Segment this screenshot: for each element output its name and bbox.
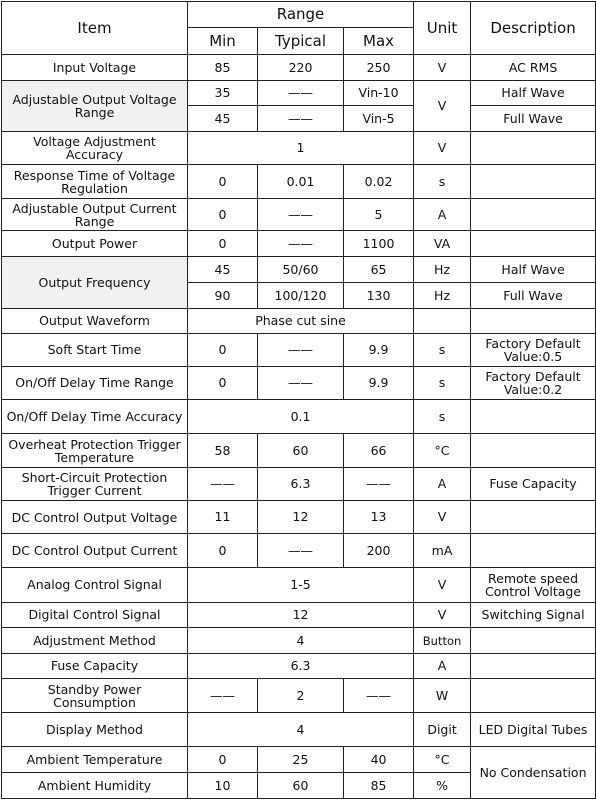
table-row (2, 568, 596, 603)
description-value: Switching Signal (471, 603, 596, 628)
description-value: AC RMS (471, 55, 596, 81)
min-value: 90 (188, 283, 258, 309)
table-row (2, 132, 596, 165)
table-row (2, 55, 596, 81)
header-row-1 (2, 2, 596, 28)
unit-value: Digit (414, 713, 471, 747)
description-value: Half Wave (471, 81, 596, 106)
range-value: 1 (188, 132, 414, 165)
min-value: 0 (188, 747, 258, 773)
item-label: Soft Start Time (2, 334, 188, 367)
unit-value: V (414, 568, 471, 603)
header-max: Max (344, 28, 414, 55)
description-value (471, 309, 596, 334)
description-value (471, 679, 596, 713)
min-value: 0 (188, 534, 258, 568)
description-value: Factory Default Value:0.5 (471, 334, 596, 367)
description-value (471, 654, 596, 679)
item-label: DC Control Output Voltage (2, 501, 188, 534)
min-value: 0 (188, 165, 258, 199)
unit-value: V (414, 501, 471, 534)
description-value (471, 400, 596, 434)
description-value: Factory Default Value:0.2 (471, 367, 596, 400)
unit-value: Hz (414, 257, 471, 283)
item-label: Voltage Adjustment Accuracy (2, 132, 188, 165)
max-value: 13 (344, 501, 414, 534)
header-item: Item (2, 2, 188, 55)
header-typical: Typical (258, 28, 344, 55)
description-value: Remote speed Control Voltage (471, 568, 596, 603)
range-value: 4 (188, 628, 414, 654)
max-value: 66 (344, 434, 414, 468)
item-label: On/Off Delay Time Range (2, 367, 188, 400)
range-value: 12 (188, 603, 414, 628)
item-label: Ambient Humidity (2, 773, 188, 799)
min-value: 0 (188, 231, 258, 257)
min-value: 85 (188, 55, 258, 81)
item-label: Short-Circuit Protection Trigger Current (2, 468, 188, 501)
table-row (2, 534, 596, 568)
item-label: Adjustable Output Voltage Range (2, 81, 188, 132)
max-value: 85 (344, 773, 414, 799)
table-row (2, 654, 596, 679)
typical-value: 220 (258, 55, 344, 81)
item-label: Input Voltage (2, 55, 188, 81)
max-value: 9.9 (344, 334, 414, 367)
min-value: 11 (188, 501, 258, 534)
item-label: Standby Power Consumption (2, 679, 188, 713)
range-value: 0.1 (188, 400, 414, 434)
unit-value: A (414, 199, 471, 231)
typical-value: —— (258, 367, 344, 400)
item-label: Adjustable Output Current Range (2, 199, 188, 231)
min-value: 45 (188, 106, 258, 132)
typical-value: 2 (258, 679, 344, 713)
max-value: 130 (344, 283, 414, 309)
unit-value: s (414, 367, 471, 400)
unit-value: V (414, 81, 471, 132)
description-value: LED Digital Tubes (471, 713, 596, 747)
typical-value: 6.3 (258, 468, 344, 501)
table-row (2, 309, 596, 334)
typical-value: —— (258, 334, 344, 367)
max-value: 200 (344, 534, 414, 568)
max-value: Vin-5 (344, 106, 414, 132)
range-value: 4 (188, 713, 414, 747)
min-value: 10 (188, 773, 258, 799)
table-row (2, 501, 596, 534)
unit-value: s (414, 400, 471, 434)
unit-value: A (414, 654, 471, 679)
table-row (2, 603, 596, 628)
unit-value (414, 309, 471, 334)
table-row (2, 434, 596, 468)
unit-value: V (414, 603, 471, 628)
table-row (2, 367, 596, 400)
item-label: Display Method (2, 713, 188, 747)
header-min: Min (188, 28, 258, 55)
table-row (2, 257, 596, 283)
description-value (471, 501, 596, 534)
item-label: Overheat Protection Trigger Temperature (2, 434, 188, 468)
description-value (471, 199, 596, 231)
max-value: 250 (344, 55, 414, 81)
item-label: Response Time of Voltage Regulation (2, 165, 188, 199)
table-row (2, 628, 596, 654)
item-label: Fuse Capacity (2, 654, 188, 679)
max-value: —— (344, 679, 414, 713)
min-value: 0 (188, 334, 258, 367)
range-value: 1-5 (188, 568, 414, 603)
description-value (471, 165, 596, 199)
typical-value: 0.01 (258, 165, 344, 199)
table-row (2, 81, 596, 106)
min-value: —— (188, 679, 258, 713)
table-row (2, 400, 596, 434)
spec-table (1, 1, 596, 799)
typical-value: 25 (258, 747, 344, 773)
unit-value: °C (414, 434, 471, 468)
typical-value: 60 (258, 434, 344, 468)
typical-value: —— (258, 534, 344, 568)
table-row (2, 747, 596, 773)
unit-value: mA (414, 534, 471, 568)
description-value (471, 231, 596, 257)
description-value (471, 534, 596, 568)
header-unit: Unit (414, 2, 471, 55)
description-value: No Condensation (471, 747, 596, 799)
max-value: 40 (344, 747, 414, 773)
header-range: Range (188, 2, 414, 28)
item-label: Analog Control Signal (2, 568, 188, 603)
min-value: 58 (188, 434, 258, 468)
unit-value: W (414, 679, 471, 713)
unit-value: V (414, 55, 471, 81)
description-value (471, 434, 596, 468)
table-row (2, 468, 596, 501)
description-value: Fuse Capacity (471, 468, 596, 501)
description-value (471, 628, 596, 654)
table-row (2, 334, 596, 367)
table-row (2, 231, 596, 257)
item-label: Ambient Temperature (2, 747, 188, 773)
max-value: 5 (344, 199, 414, 231)
max-value: —— (344, 468, 414, 501)
range-value: 6.3 (188, 654, 414, 679)
item-label: DC Control Output Current (2, 534, 188, 568)
typical-value: 50/60 (258, 257, 344, 283)
min-value: 0 (188, 367, 258, 400)
unit-value: s (414, 334, 471, 367)
max-value: 0.02 (344, 165, 414, 199)
header-description: Description (471, 2, 596, 55)
table-row (2, 199, 596, 231)
typical-value: —— (258, 199, 344, 231)
max-value: 1100 (344, 231, 414, 257)
typical-value: 60 (258, 773, 344, 799)
table-row (2, 713, 596, 747)
item-label: Output Frequency (2, 257, 188, 309)
typical-value: —— (258, 81, 344, 106)
range-value: Phase cut sine (188, 309, 414, 334)
item-label: Digital Control Signal (2, 603, 188, 628)
unit-value: A (414, 468, 471, 501)
description-value: Full Wave (471, 283, 596, 309)
unit-value: VA (414, 231, 471, 257)
typical-value: —— (258, 106, 344, 132)
min-value: 35 (188, 81, 258, 106)
item-label: Output Waveform (2, 309, 188, 334)
table-row (2, 165, 596, 199)
unit-value: °C (414, 747, 471, 773)
typical-value: —— (258, 231, 344, 257)
unit-value: s (414, 165, 471, 199)
typical-value: 12 (258, 501, 344, 534)
unit-value: % (414, 773, 471, 799)
min-value: 45 (188, 257, 258, 283)
max-value: 9.9 (344, 367, 414, 400)
min-value: 0 (188, 199, 258, 231)
max-value: 65 (344, 257, 414, 283)
max-value: Vin-10 (344, 81, 414, 106)
unit-value: V (414, 132, 471, 165)
item-label: Output Power (2, 231, 188, 257)
unit-value: Hz (414, 283, 471, 309)
item-label: On/Off Delay Time Accuracy (2, 400, 188, 434)
table-row (2, 679, 596, 713)
unit-value: Button (414, 628, 471, 654)
description-value: Half Wave (471, 257, 596, 283)
description-value (471, 132, 596, 165)
min-value: —— (188, 468, 258, 501)
description-value: Full Wave (471, 106, 596, 132)
typical-value: 100/120 (258, 283, 344, 309)
item-label: Adjustment Method (2, 628, 188, 654)
